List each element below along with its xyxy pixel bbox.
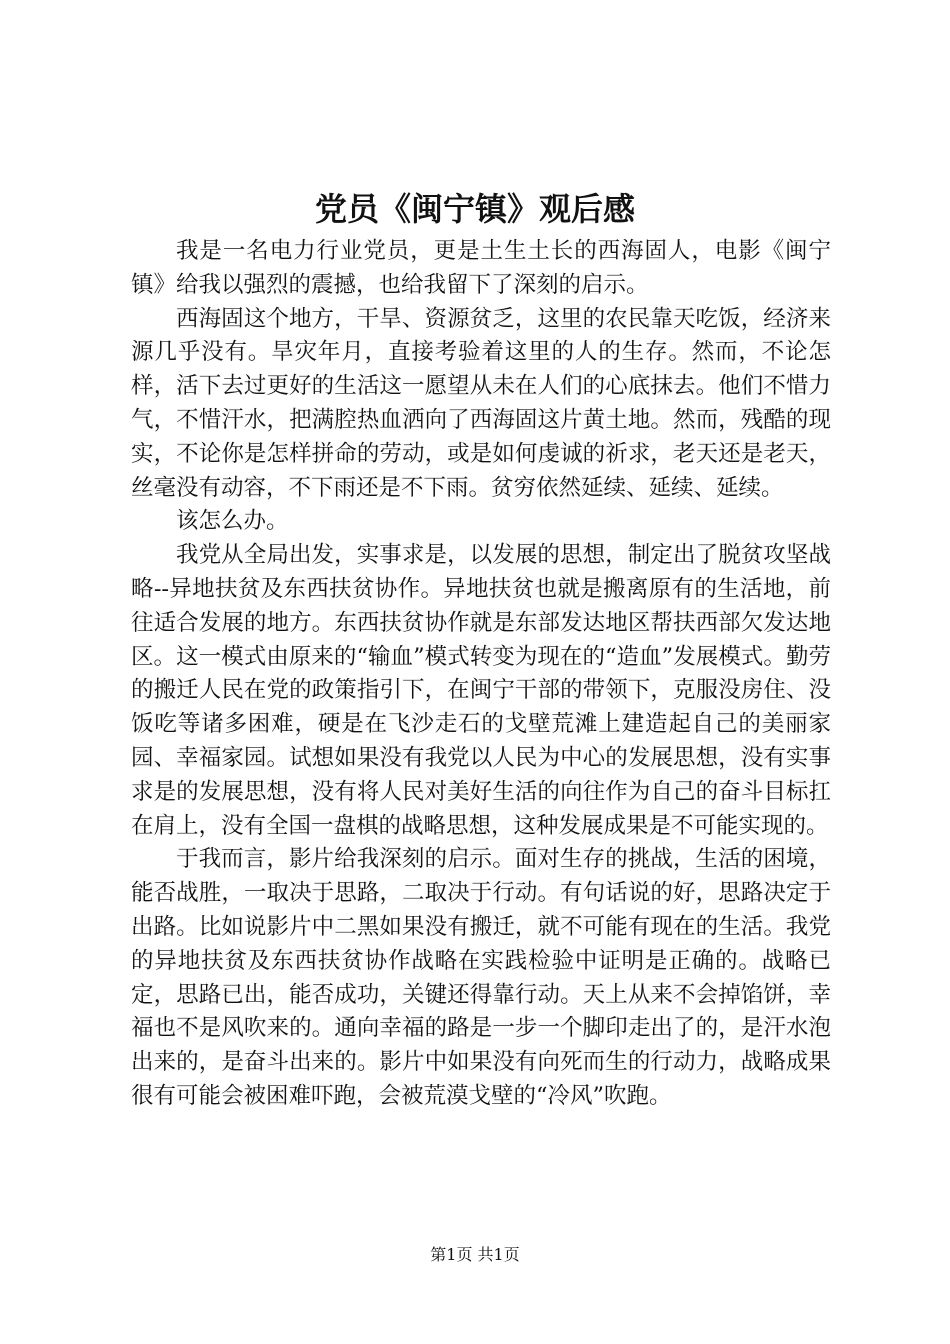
paragraph-5: 于我而言，影片给我深刻的启示。面对生存的挑战，生活的困境，能否战胜，一取决于思路，二取决于行动。有句话说的好，思路决定于出路。比如说影片中二黑如果没有搬迁，就不可能有现在的生活。我党的异地扶贫及东西扶贫协作战略在实践检验中证明是正确的。战略已定，思路已出，能否成功，关键还得靠行动。天上从来不会掉馅饼，幸福也不是风吹来的。通向幸福的路是一步一个脚印走出了的，是汗水泡出来的，是奋斗出来的。影片中如果没有向死而生的行动力，战略成果很有可能会被困难吓跑，会被荒漠戈壁的“冷风”吹跑。 xyxy=(131,846,831,1109)
paragraph-2: 西海固这个地方，干旱、资源贫乏，这里的农民靠天吃饭，经济来源几乎没有。旱灾年月，直接考验着这里的人的生存。然而，不论怎样，活下去过更好的生活这一愿望从未在人们的心底抹去。他们不惜力气，不惜汗水，把满腔热血洒向了西海固这片黄土地。然而，残酷的现实，不论你是怎样拼命的劳动，或是如何虔诚的祈求，老天还是老天，丝毫没有动容，不下雨还是不下雨。贫穷依然延续、延续、延续。 xyxy=(131,305,831,501)
document-title: 党员《闽宁镇》观后感 xyxy=(314,190,635,228)
page-footer: 第1页 共1页 xyxy=(430,1245,520,1264)
paragraph-4: 我党从全局出发，实事求是，以发展的思想，制定出了脱贫攻坚战略--异地扶贫及东西扶贫协作。异地扶贫也就是搬离原有的生活地，前往适合发展的地方。东西扶贫协作就是东部发达地区帮扶西部欠发达地区。这一模式由原来的“输血”模式转变为现在的“造血”发展模式。勤劳的搬迁人民在党的政策指引下，在闽宁干部的带领下，克服没房住、没饭吃等诸多困难，硬是在飞沙走石的戈壁荒滩上建造起自己的美丽家园、幸福家园。试想如果没有我党以人民为中心的发展思想，没有实事求是的发展思想，没有将人民对美好生活的向往作为自己的奋斗目标扛在肩上，没有全国一盘棋的战略思想，这种发展成果是不可能实现的。 xyxy=(131,542,831,839)
paragraph-3: 该怎么办。 xyxy=(176,508,289,535)
paragraph-1: 我是一名电力行业党员，更是土生土长的西海固人，电影《闽宁镇》给我以强烈的震撼，也给我留下了深刻的启示。 xyxy=(131,238,831,298)
document-body xyxy=(131,235,831,1114)
